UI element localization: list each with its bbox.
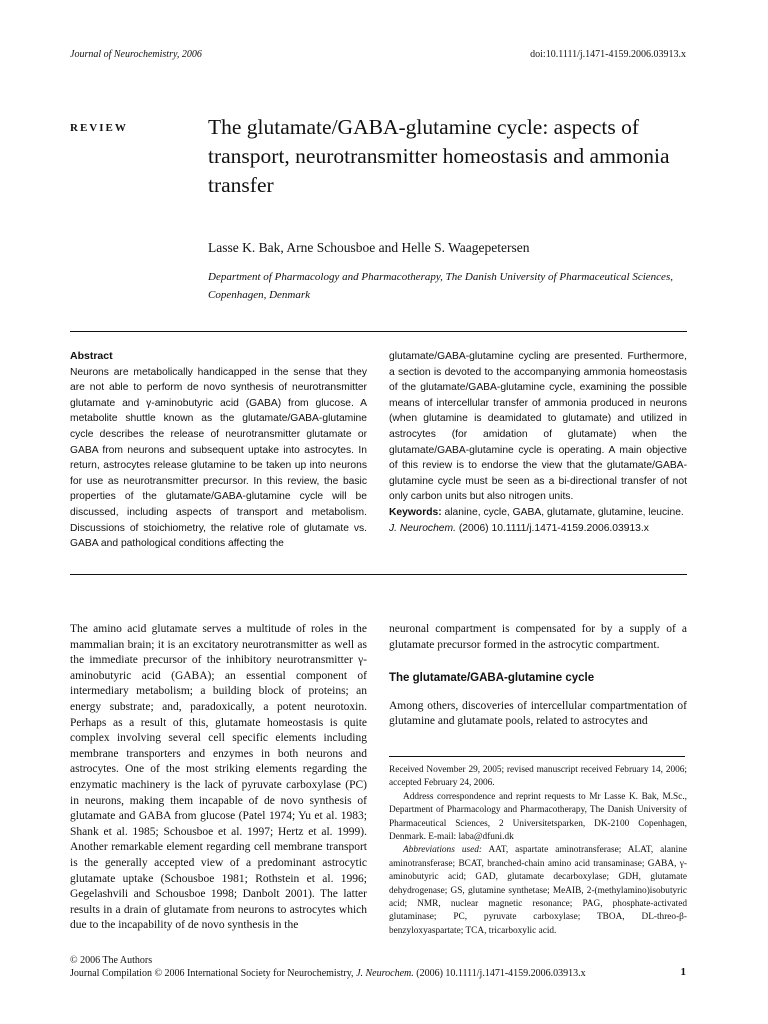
abstract-top-rule <box>70 331 687 332</box>
running-header: Journal of Neurochemistry, 2006 <box>70 49 202 60</box>
page-number: 1 <box>680 966 686 978</box>
article-title: The glutamate/GABA-glutamine cycle: aspects of transport, neurotransmitter homeostasis and ammonia transfer <box>208 115 670 197</box>
article-type-label: REVIEW <box>70 122 128 134</box>
abstract-keywords <box>389 505 687 521</box>
footnotes <box>389 764 687 938</box>
article-authors: Lasse K. Bak, Arne Schousboe and Helle S. Waagepetersen <box>208 240 530 255</box>
abstract-bottom-rule <box>70 574 687 575</box>
body-paragraph-intro: The amino acid glutamate serves a multitude of roles in the mammalian brain; it is an excitatory neurotransmitter as well as the immediate precursor of the inhibitory neurotransmitter γ-aminobutyric acid (GABA); an essential component of intermediary metabolism; a building block of proteins; an energy substrate; and, paradoxically, a potent neurotoxin. Perhaps as a result of this, glutamate homeostasis is quite complex involving several cell specific elements including membrane transporters and enzymes in both neurons and astrocytes. One of the most striking elements regarding the enzymatic machinery is the lack of pyruvate carboxylase (PC) in neurons, making them incapable of de novo synthesis of glutamate and GABA from glucose (Patel 1974; Yu et al. 1983; Shank et al. 1985; Schousboe et al. 1997; Hertz et al. 1999). Another remarkable element regarding cell membrane transport is the generally accepted view of a predominant astrocytic glutamate uptake (Schousboe 1981; Rothstein et al. 1996; Gegelashvili and Schousboe 1998; Danbolt 2001). The latter results in a drain of glutamate from neurons to astrocytes which due to the incapability of de novo synthesis in the <box>70 623 367 932</box>
section-heading: The glutamate/GABA-glutamine cycle <box>389 672 595 685</box>
footnote-rule <box>389 756 685 757</box>
body-column-1 <box>70 622 367 934</box>
journal-year: 2006 <box>181 49 202 60</box>
keywords-list: alanine, cycle, GABA, glutamate, glutamine, leucine. <box>444 506 684 518</box>
abstract-text-1: Neurons are metabolically handicapped in the sense that they are not able to perform de novo synthesis of neurotransmitter glutamate and γ-aminobutyric acid (GABA) from glucose. A metabolite shuttle known as the glutamate/GABA-glutamine cycle describes the release of neurotransmitter glutamate or GABA from neurons and subsequent uptake into astrocytes. In return, astrocytes release glutamine to be taken up into neurons for use as neurotransmitter precursor. In this review, the basic properties of the glutamate/GABA-glutamine cycle will be discussed, including aspects of transport and metabolism. Discussions of stoichiometry, the relative role of glutamate vs. GABA and pathological conditions affecting the <box>70 366 367 550</box>
footer-copyright: © 2006 The Authors <box>70 955 153 966</box>
footer-compilation-journal: J. Neurochem. <box>356 968 414 979</box>
footnote-address: Address correspondence and reprint requests to Mr Lasse K. Bak, M.Sc., Department of Pharmacology and Pharmacotherapy, The Danish University of Pharmaceutical Sciences, 2 Universitetsparken, DK-2100 Copenhagen, Denmark. E-mail: laba@dfuni.dk <box>389 791 687 843</box>
abstract-text-2: glutamate/GABA-glutamine cycling are presented. Furthermore, a section is devoted to the accompanying ammonia homeostasis of the glutamate/GABA-glutamine cycle, examining the possible means of intercellular transfer of ammonia produced in neurons (when glutamine is deamidated to glutamate) and utilized in astrocytes (for amidation of glutamate) when the glutamate/GABA-glutamine cycle is operating. A main objective of this review is to endorse the view that the glutamate/GABA-glutamine cycle must be seen as a bi-directional transfer of not only carbon units but also nitrogen units. <box>389 351 687 503</box>
abbreviations-label: Abbreviations used: <box>403 845 482 856</box>
abstract-citation <box>389 521 687 537</box>
footer-compilation-suffix: (2006) 10.1111/j.1471-4159.2006.03913.x <box>416 968 586 979</box>
citation-doi: (2006) 10.1111/j.1471-4159.2006.03913.x <box>458 522 649 534</box>
abstract-column-1 <box>70 349 367 552</box>
citation-journal: J. Neurochem. <box>389 522 456 534</box>
footer-compilation-prefix: Journal Compilation © 2006 International Society for Neurochemistry, <box>70 968 354 979</box>
footnote-abbreviations <box>389 844 687 938</box>
abstract-heading: Abstract <box>70 350 113 362</box>
abstract-column-2 <box>389 349 687 536</box>
section-paragraph: Among others, discoveries of intercellular compartmentation of glutamine and glutamate pools, related to astrocytes and <box>389 699 687 728</box>
article-affiliation: Department of Pharmacology and Pharmacotherapy, The Danish University of Pharmaceutical Sciences, Copenhagen, Denmark <box>208 271 673 301</box>
keywords-label: Keywords: <box>389 506 442 518</box>
journal-name: Journal of Neurochemistry <box>70 49 177 60</box>
body-column-2 <box>389 622 687 730</box>
body-paragraph-continued: neuronal compartment is compensated for by a supply of a glutamate precursor formed in the astrocytic compartment. <box>389 623 687 651</box>
footnote-received: Received November 29, 2005; revised manuscript received February 14, 2006; accepted February 24, 2006. <box>389 765 687 789</box>
header-doi: doi:10.1111/j.1471-4159.2006.03913.x <box>530 49 686 60</box>
footer-compilation <box>70 967 586 980</box>
abbreviations-list: AAT, aspartate aminotransferase; ALAT, alanine aminotransferase; BCAT, branched-chain amino acid transaminase; GABA, γ-aminobutyric acid; GAD, glutamate decarboxylase; GDH, glutamate dehydrogenase; GS, glutamine synthetase; MeAIB, 2-(methylamino)isobutyric acid; NMR, nuclear magnetic resonance; PAG, phosphate-activated glutaminase; PC, pyruvate carboxylase; TBOA, DL-threo-β-benzyloxyaspartate; TCA, tricarboxylic acid. <box>389 845 688 936</box>
